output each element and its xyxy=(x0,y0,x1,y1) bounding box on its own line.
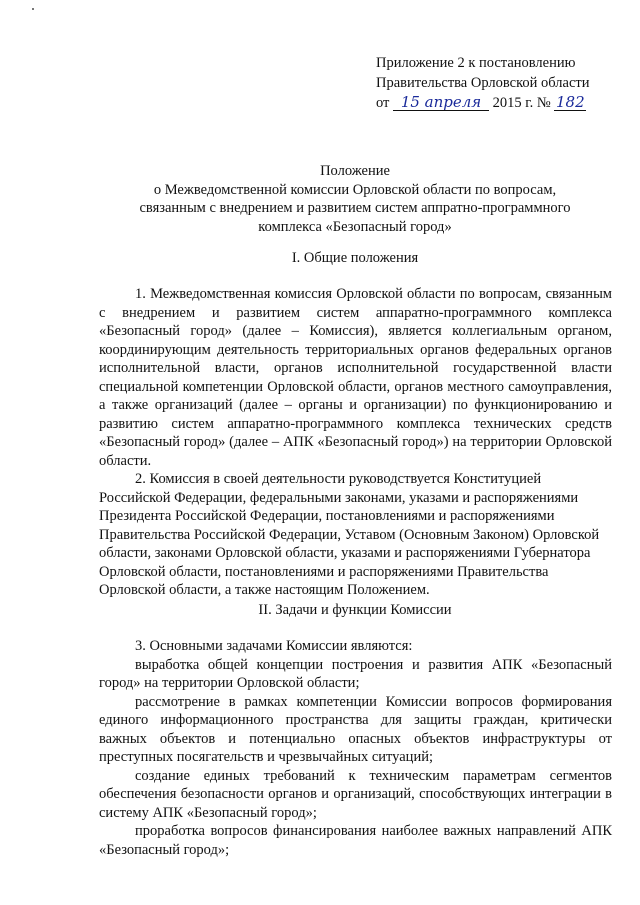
section-1-body xyxy=(99,285,612,600)
annex-date-line xyxy=(376,93,590,113)
year-label: 2015 г. № xyxy=(492,95,551,111)
paragraph-3: 3. Основными задачами Комиссии являются: xyxy=(135,638,413,654)
paragraph-2: 2. Комиссия в своей деятельности руководствуется Конституцией Российской Федерации, федеральными законами, указами и распоряжениями Президента Российской Федерации, постановлениями и распоряжениями Правительства Российской Федерации, Уставом (Основным Законом) Орловской области, законами Орловской области, указами и распоряжениями Губернатора Орловской области, постановлениями и распоряжениями Правительства Орловской области, а также настоящим Положением. xyxy=(99,471,600,598)
annex-line-1: Приложение 2 к постановлению xyxy=(376,55,576,71)
number-blank xyxy=(554,95,586,111)
paragraph-1: 1. Межведомственная комиссия Орловской области по вопросам, связанным с внедрением и развитием систем аппаратно-программного комплекса «Безопасный город» (далее – Комиссия), является коллегиальным органом, координирующим деятельность территориальных органов федеральных органов исполнительной власти, органов исполнительной государственной власти специальной компетенции Орловской области, органов местного самоуправления, а также организаций (далее – органы и организации) по функционированию и развитию систем аппаратно-программного комплекса технических средств «Безопасный город» (далее – АПК «Безопасный город») на территории Орловской области. xyxy=(99,286,612,469)
annex-header xyxy=(376,53,590,113)
section-2-heading: II. Задачи и функции Комиссии xyxy=(258,602,452,618)
task-item-1: выработка общей концепции построения и развития АПК «Безопасный город» на территории Орловской области; xyxy=(99,656,612,691)
annex-line-2: Правительства Орловской области xyxy=(376,75,590,91)
section-1-heading: I. Общие положения xyxy=(291,250,419,266)
title-line-3: связанным с внедрением и развитием систем аппратно-программного xyxy=(139,200,571,216)
document-title xyxy=(100,162,610,236)
from-label: от xyxy=(376,95,390,111)
title-line-1: Положение xyxy=(320,163,390,179)
section-2-body xyxy=(99,637,612,859)
scan-speck xyxy=(32,8,34,10)
handwritten-number: 182 xyxy=(555,93,585,111)
title-line-4: комплекса «Безопасный город» xyxy=(258,218,452,235)
task-item-4: проработка вопросов финансирования наиболее важных направлений АПК «Безопасный город»; xyxy=(99,823,612,858)
task-item-3: создание единых требований к техническим параметрам сегментов обеспечения безопасности органов и организаций, способствующих интеграции в систему АПК «Безопасный город»; xyxy=(99,767,612,821)
title-line-2: о Межведомственной комиссии Орловской области по вопросам, xyxy=(153,181,557,198)
task-item-2: рассмотрение в рамках компетенции Комиссии вопросов формирования единого информационного пространства для защиты граждан, критически важных объектов и потенциально опасных объектов инфраструктуры от преступных посягательств и чрезвычайных ситуаций; xyxy=(99,693,612,765)
date-blank xyxy=(393,95,489,111)
handwritten-date: 15 апреля xyxy=(400,93,482,111)
